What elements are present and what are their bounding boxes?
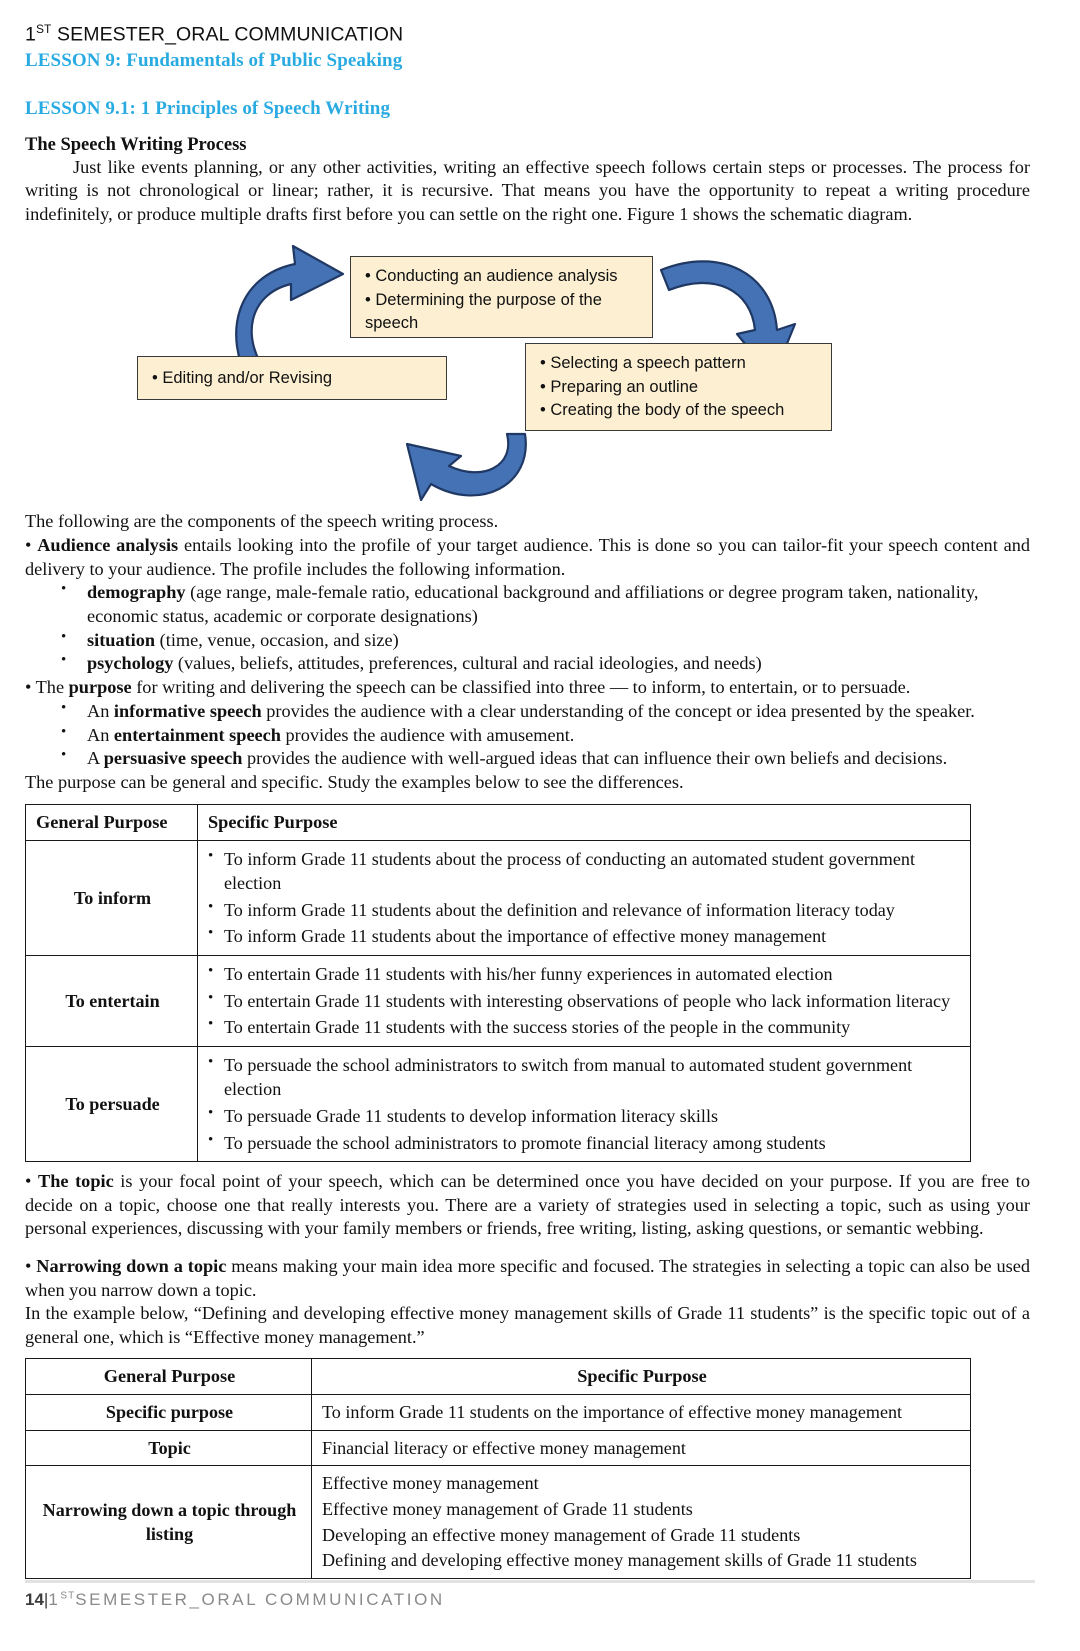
list-item: • To inform Grade 11 students about the process of conducting an automated student government election [208,847,962,896]
cell-specific-purpose [198,840,971,955]
topic-paragraph [25,1170,1030,1241]
narrowing-text: means making your main idea more specific and focused. The strategies in selecting a topic can also be used when you narrow down a topic. [25,1255,1030,1300]
footer-divider [25,1580,1035,1583]
profile-item-term: demography [87,582,186,603]
purpose-types-list [25,700,1030,771]
example-paragraph: In the example below, “Defining and developing effective money management skills of Grade 11 students” is the specific topic out of a general one, which is “Effective money management.” [25,1303,1030,1347]
section-title: The Speech Writing Process [25,134,247,155]
diagram-box-editing-line-1: • Editing and/or Revising [152,369,333,388]
value-line: Developing an effective money management of Grade 11 students [322,1524,801,1545]
purpose-type-prefix: A [87,748,104,769]
diagram-box-drafting-line-2: • Preparing an outline [540,377,699,396]
narrowing-term: Narrowing down a topic [36,1255,227,1276]
diagram-box-editing [137,356,447,400]
value-line: Effective money management of Grade 11 students [322,1499,693,1519]
cell-row-label: Narrowing down a topic through listing [26,1466,312,1578]
cell-row-value [312,1395,971,1431]
specific-purpose-list [208,847,962,949]
diagram-box-planning-line-3: speech [365,314,419,333]
column-header-specific-purpose: Specific Purpose [312,1359,971,1395]
diagram-box-drafting [525,343,832,431]
profile-item-text: (values, beliefs, attitudes, preferences, cultural and racial ideologies, and needs) [173,653,762,674]
lesson-heading: LESSON 9: Fundamentals of Public Speaking [25,49,403,71]
diagram-box-planning-line-1: • Conducting an audience analysis [365,267,618,286]
narrowing-topic-table [25,1358,971,1578]
topic-term: The topic [38,1171,114,1192]
diagram-box-drafting-line-3: • Creating the body of the speech [540,401,785,420]
purpose-type-text: provides the audience with well-argued ideas that can influence their own beliefs and decisions. [242,748,948,769]
list-item: • To inform Grade 11 students about the importance of effective money management [208,924,962,949]
purpose-type-term: entertainment speech [113,724,281,745]
speech-writing-process-diagram [25,238,1030,510]
purpose-type-prefix: An [87,724,114,745]
topic-text: is your focal point of your speech, which can be determined once you have decided on your purpose. If you are free to decide on a topic, choose one that really interests you. There are a variety of strategies used in selecting a topic, such as using your personal experiences, discussing with your family members or friends, free writing, listing, asking questions, or semantic webbing. [25,1171,1030,1239]
cell-general-purpose: To entertain [26,956,198,1047]
purpose-examples-table [25,804,971,1162]
arrow-right-to-left-icon [407,434,526,500]
list-item [87,652,1030,676]
topic-bullet-prefix: • [25,1171,39,1192]
column-header-general-purpose: General Purpose [26,1359,312,1395]
section-intro-paragraph: Just like events planning, or any other activities, writing an effective speech follows certain steps or processes. The process for writing is not chronological or linear; rather, it is recursive. That means you have the opportunity to repeat a writing procedure indefinitely, or produce multiple drafts first before you can settle on the right one. Figure 1 shows the schematic diagram. [25,156,1030,224]
profile-item-text: (age range, male-female ratio, educational background and affiliations or degree program taken, nationality, economic status, academic or corporate designations) [87,582,979,626]
diagram-box-drafting-line-1: • Selecting a speech pattern [540,354,746,373]
table-header-row [26,1359,971,1395]
course-header-pre: 1 [25,23,36,46]
table-row [26,1430,971,1466]
purpose-type-text: provides the audience with amusement. [280,724,575,745]
profile-item-term: situation [87,629,156,650]
specific-purpose-list [208,1053,962,1155]
lesson-sub-heading: LESSON 9.1: 1 Principles of Speech Writing [25,97,391,119]
value-line: Financial literacy or effective money management [322,1437,686,1458]
cell-row-value [312,1466,971,1578]
footer-separator: | [43,1590,49,1609]
course-header-sup: ST [35,22,52,36]
footer-label-sup: ST [60,1590,76,1602]
column-header-general-purpose: General Purpose [26,804,198,840]
table-row [26,840,971,955]
components-lead: The following are the components of the speech writing process. [25,511,499,532]
profile-item-term: psychology [87,653,174,674]
purpose-paragraph [25,676,1030,700]
column-header-specific-purpose: Specific Purpose [198,804,971,840]
list-item: • To persuade the school administrators to switch from manual to automated student government election [208,1053,962,1102]
diagram-box-planning-line-2: • Determining the purpose of the [365,290,602,309]
page-footer [25,1590,445,1610]
narrowing-bullet-prefix: • [25,1255,37,1276]
audience-analysis-term: Audience analysis [37,534,179,555]
audience-profile-list [25,581,1030,676]
cell-general-purpose: To persuade [26,1046,198,1161]
list-item [87,724,1030,748]
list-item [87,629,1030,653]
table-row [26,1395,971,1431]
audience-analysis-text: entails looking into the profile of your target audience. This is done so you can tailor-fit your speech content and delivery to your audience. The profile includes the following information. [25,534,1030,579]
table-row [26,1046,971,1161]
footer-page-number: 14 [25,1590,44,1609]
audience-analysis-paragraph: • Audience analysis entails looking into the profile of your target audience. This is done so you can tailor-fit your speech content and delivery to your audience. The profile includes the following information. [25,534,1030,579]
purpose-text: for writing and delivering the speech can be classified into three — to inform, to entertain, or to persuade. [131,677,911,698]
list-item: • To persuade the school administrators to promote financial literacy among students [208,1131,962,1156]
profile-item-text: (time, venue, occasion, and size) [155,629,399,650]
purpose-closing-paragraph: The purpose can be general and specific. Study the examples below to see the differences. [25,772,684,793]
list-item: • To entertain Grade 11 students with his/her funny experiences in automated election [208,962,962,987]
footer-label-post: SEMESTER_ORAL COMMUNICATION [75,1590,445,1609]
list-item [87,747,1030,771]
purpose-type-prefix: An [87,700,114,721]
list-item [87,700,1030,724]
cell-specific-purpose [198,1046,971,1161]
purpose-bullet-prefix: • The [25,677,69,698]
cell-specific-purpose [198,956,971,1047]
narrowing-paragraph [25,1255,1030,1302]
list-item: • To entertain Grade 11 students with interesting observations of people who lack information literacy [208,989,962,1014]
footer-label-pre: 1 [48,1590,61,1609]
list-item [87,581,1030,629]
list-item: • To inform Grade 11 students about the definition and relevance of information literacy today [208,898,962,923]
value-line: Defining and developing effective money management skills of Grade 11 students [322,1550,917,1571]
cell-row-value [312,1430,971,1466]
cell-row-label: Specific purpose [26,1395,312,1431]
value-line: Effective money management [322,1473,539,1494]
page-content [25,22,1030,1579]
purpose-type-term: persuasive speech [103,748,243,769]
value-line: To inform Grade 11 students on the importance of effective money management [322,1402,903,1423]
purpose-type-text: provides the audience with a clear understanding of the concept or idea presented by the speaker. [261,700,975,721]
table-header-row [26,804,971,840]
list-item: • To entertain Grade 11 students with the success stories of the people in the community [208,1015,962,1040]
purpose-type-term: informative speech [113,700,262,721]
purpose-term: purpose [68,677,132,698]
list-item: • To persuade Grade 11 students to develop information literacy skills [208,1104,962,1129]
course-header-post: SEMESTER_ORAL COMMUNICATION [51,23,404,46]
cell-general-purpose: To inform [26,840,198,955]
table-row [26,956,971,1047]
diagram-box-planning [350,256,653,338]
cell-row-label: Topic [26,1430,312,1466]
course-header [25,22,1030,47]
specific-purpose-list [208,962,962,1040]
table-row [26,1466,971,1578]
